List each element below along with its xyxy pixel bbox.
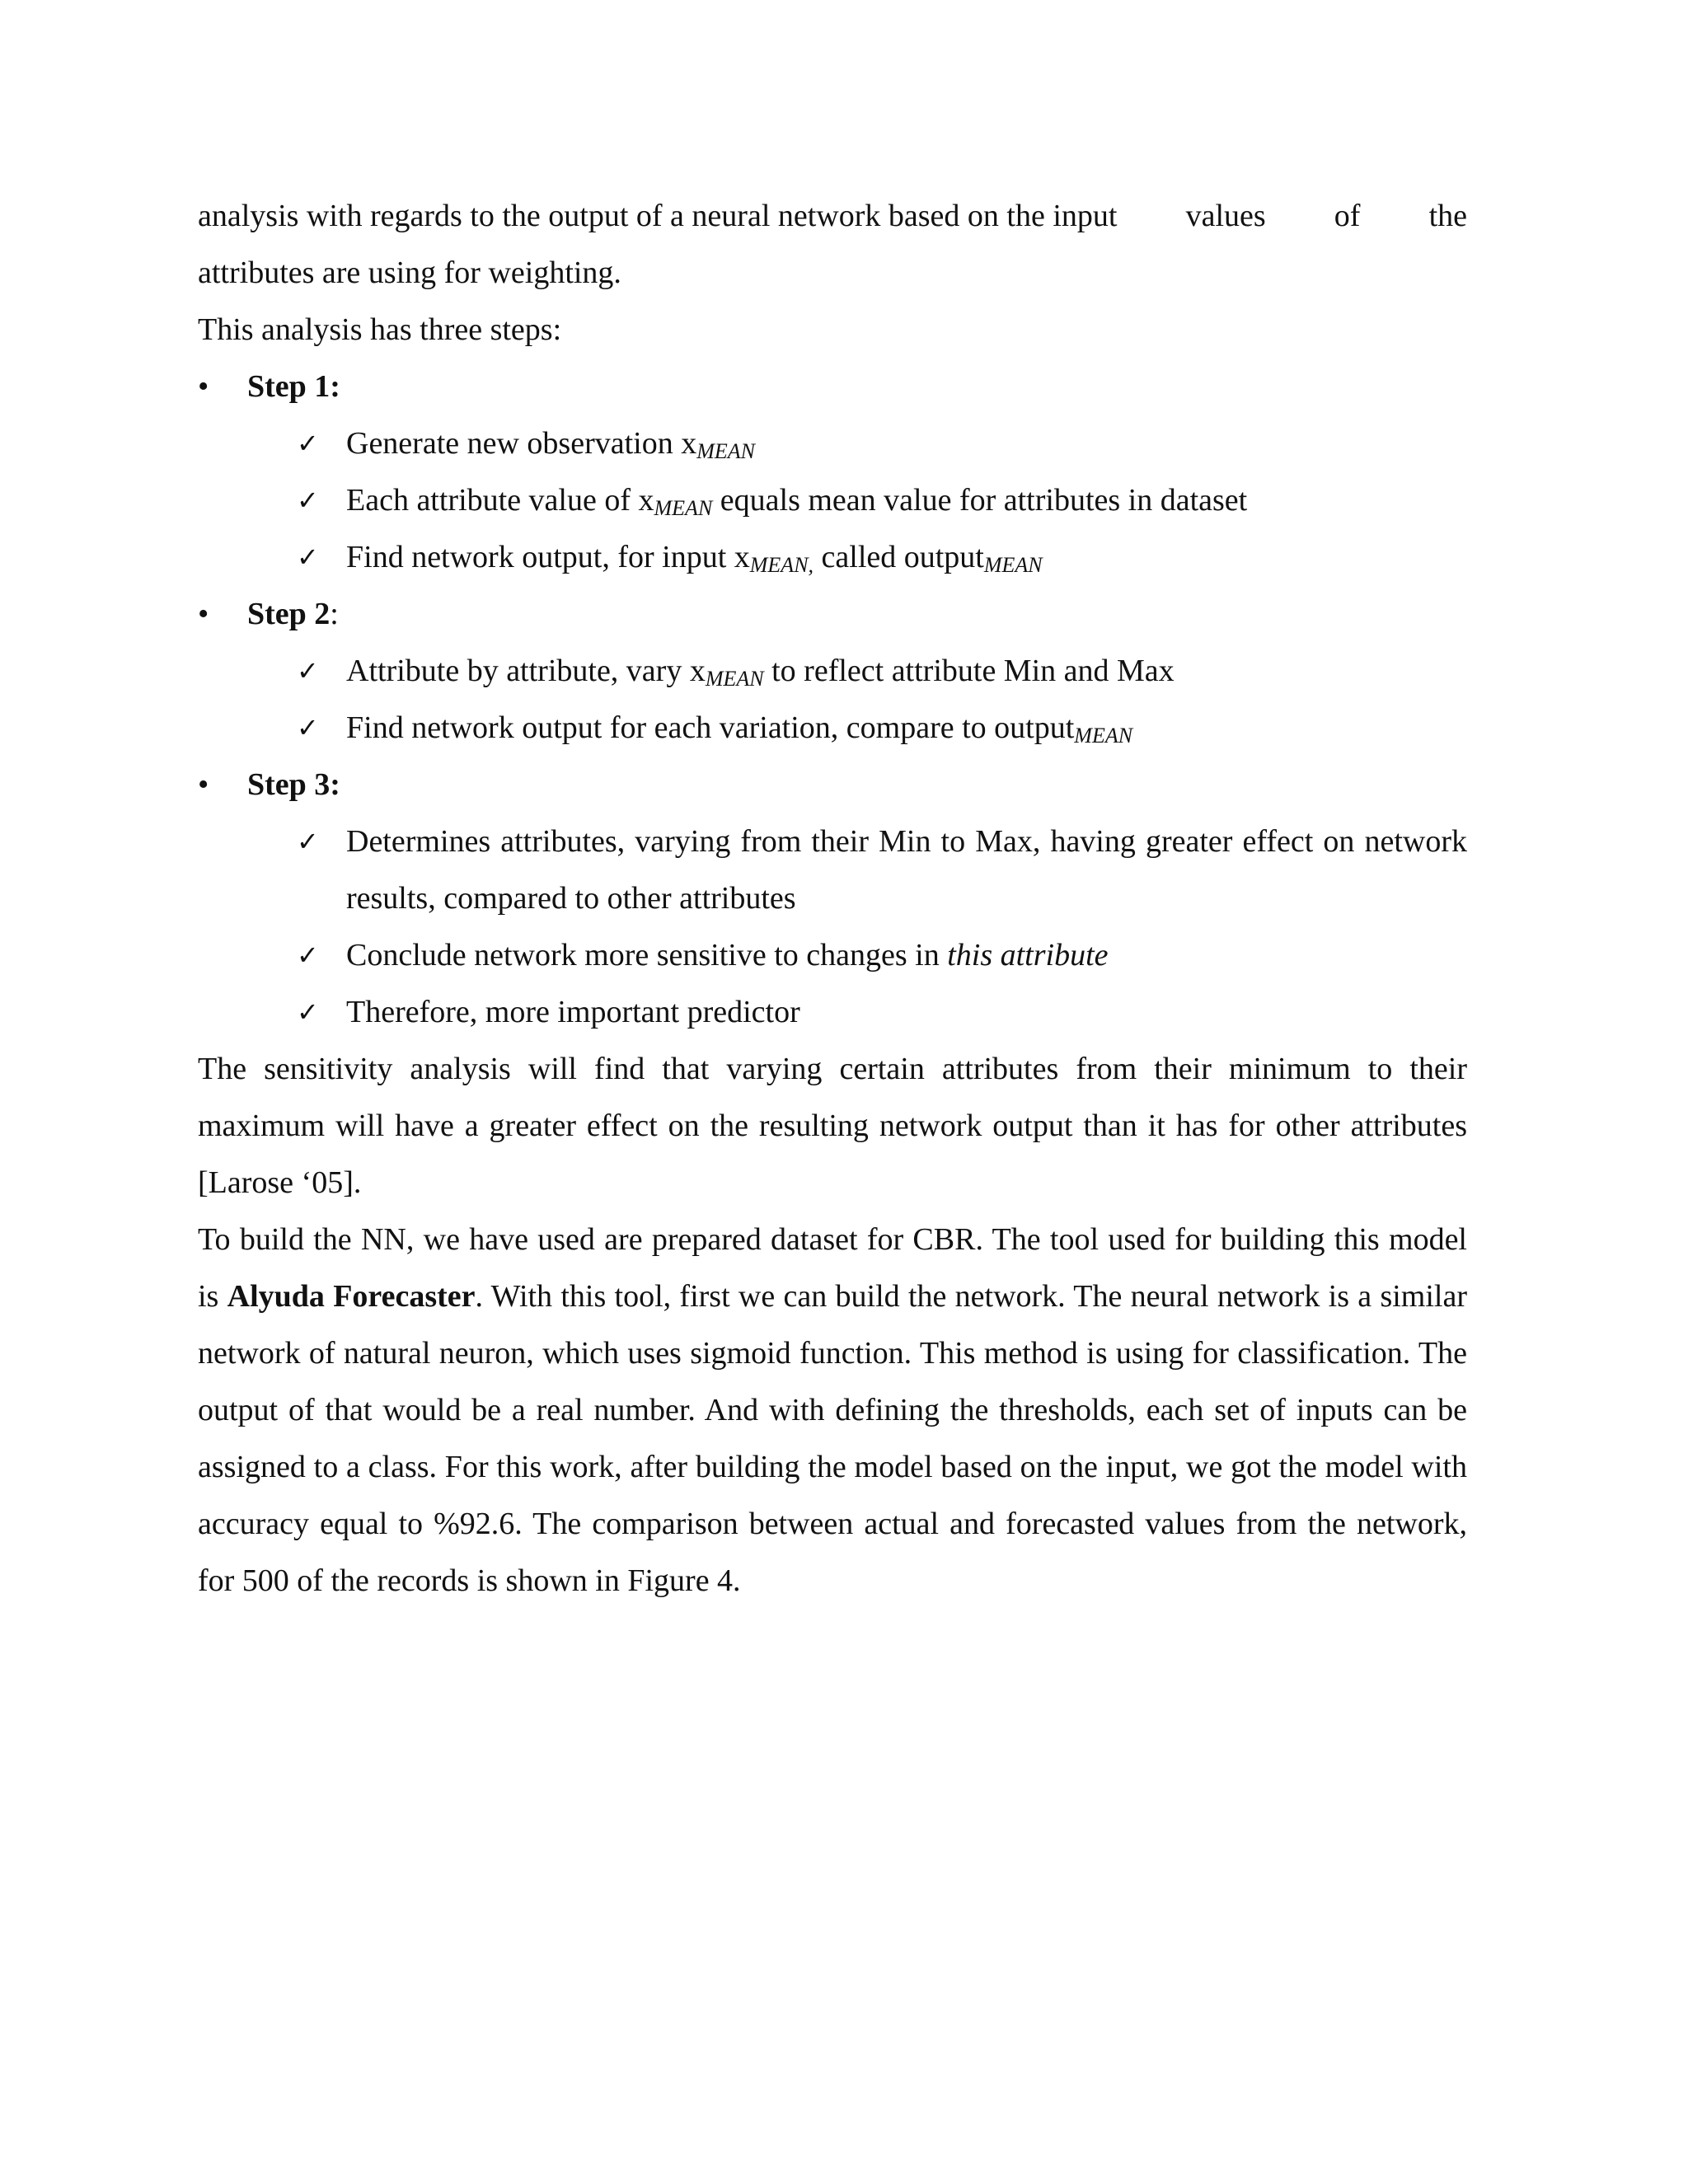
step-1-item-2 <box>198 472 1467 529</box>
step-2-label: Step 2 <box>247 597 331 631</box>
step-1-heading <box>198 359 1467 415</box>
step-2-item-2 <box>198 700 1467 757</box>
opening-word-the: the <box>1428 199 1467 233</box>
check-icon: ✓ <box>297 996 319 1028</box>
step-3-item-1 <box>198 813 1467 927</box>
opening-line <box>198 188 1467 245</box>
sensitivity-paragraph: The sensitivity analysis will find that varying certain attributes from their minimum to their maximum will have a greater effect on the resulting network output than it has for other attributes [Larose ‘05]. <box>198 1052 1467 1200</box>
item-text-rest: equals mean value for attributes in dataset <box>712 483 1248 518</box>
step-1-label: Step 1: <box>247 369 340 404</box>
subscript-mean: MEAN <box>705 667 764 691</box>
nn-paragraph-rest: . With this tool, first we can build the network. The neural network is a similar network of natural neuron, which uses sigmoid function. This method is using for classification. The output of that would be a real number. And with defining the thresholds, each set of inputs can be assigned to a class. For this work, after building the model based on the input, we got the model with accuracy equal to %92.6. The comparison between actual and forecasted values from the network, for 500 of the records is shown in Figure 4. <box>198 1279 1467 1598</box>
intro-sentence: This analysis has three steps: <box>198 312 562 347</box>
item-text-rest: called output <box>814 540 984 574</box>
opening-word-values: values <box>1185 199 1266 233</box>
nn-paragraph-start: To build the NN, we have used are prepared dataset for CBR. The tool used for building this model is <box>198 1222 1467 1314</box>
subscript-mean: MEAN, <box>749 553 814 577</box>
item-italic-text: this attribute <box>947 938 1109 972</box>
check-icon: ✓ <box>297 712 319 743</box>
check-icon: ✓ <box>297 826 319 857</box>
opening-continuation: attributes are using for weighting. <box>198 255 621 290</box>
step-3-item-2 <box>198 927 1467 984</box>
check-icon: ✓ <box>297 485 319 516</box>
item-text: Conclude network more sensitive to changes in <box>346 938 948 972</box>
item-text: Therefore, more important predictor <box>346 995 800 1029</box>
check-icon: ✓ <box>297 655 319 687</box>
step-2-colon: : <box>330 597 339 631</box>
item-text: Each attribute value of x <box>346 483 654 518</box>
bullet-icon: • <box>198 767 209 802</box>
item-text: Determines attributes, varying from their Min to Max, having greater effect on network results, compared to other attributes <box>346 824 1467 916</box>
step-3-heading <box>198 757 1467 813</box>
subscript-mean: MEAN <box>1074 724 1133 748</box>
check-icon: ✓ <box>297 428 319 459</box>
step-2-heading <box>198 586 1467 643</box>
opening-word-of: of <box>1334 199 1361 233</box>
step-1-item-1 <box>198 415 1467 472</box>
step-3-label: Step 3: <box>247 767 340 802</box>
bullet-icon: • <box>198 597 209 631</box>
item-text: Attribute by attribute, vary x <box>346 654 706 688</box>
subscript-mean: MEAN <box>654 496 713 520</box>
check-icon: ✓ <box>297 940 319 971</box>
step-2-item-1 <box>198 643 1467 700</box>
item-text-rest: to reflect attribute Min and Max <box>763 654 1175 688</box>
step-3-item-3 <box>198 984 1467 1041</box>
item-text: Find network output, for input x <box>346 540 750 574</box>
item-text: Generate new observation x <box>346 426 697 461</box>
tool-name: Alyuda Forecaster <box>227 1279 476 1314</box>
subscript-mean: MEAN <box>983 553 1043 577</box>
bullet-icon: • <box>198 369 209 404</box>
opening-text: analysis with regards to the output of a neural network based on the input <box>198 199 1118 233</box>
item-text: Find network output for each variation, compare to output <box>346 710 1075 745</box>
document-page <box>198 188 1467 1610</box>
step-1-item-3 <box>198 529 1467 586</box>
check-icon: ✓ <box>297 541 319 573</box>
subscript-mean: MEAN <box>696 439 755 463</box>
nn-paragraph <box>198 1212 1467 1610</box>
